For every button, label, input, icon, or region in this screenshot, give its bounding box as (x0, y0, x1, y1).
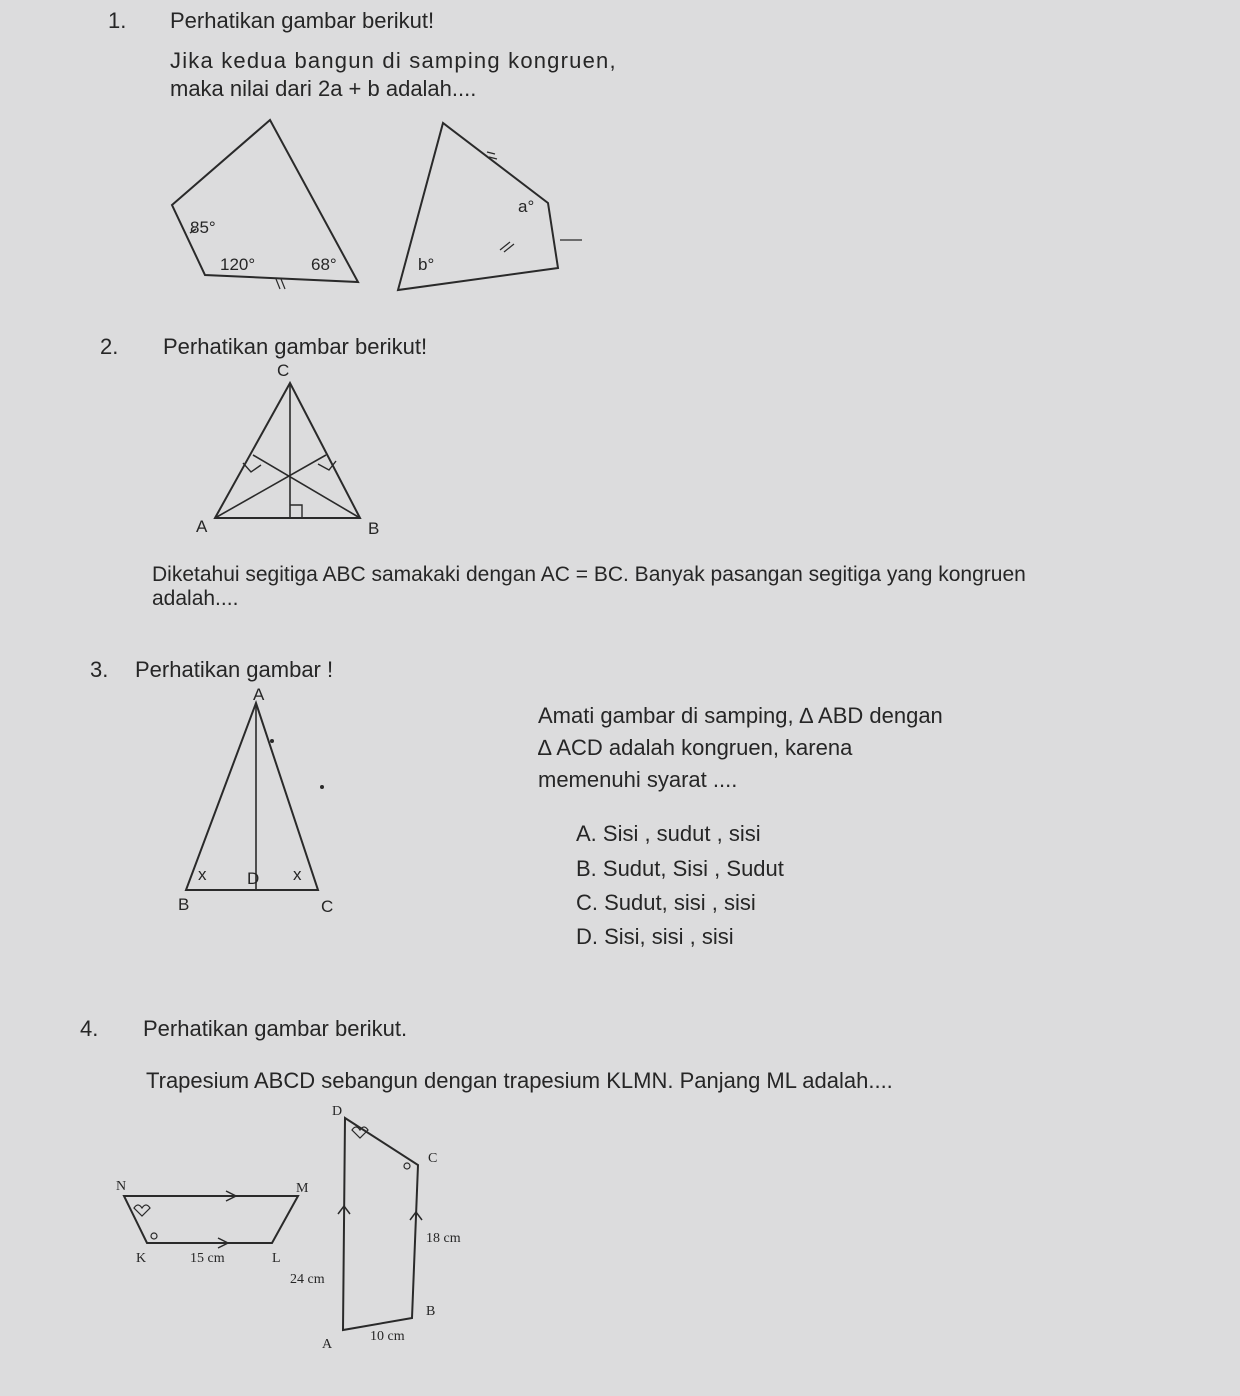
q4-line1: Trapesium ABCD sebangun dengan trapesium KLMN. Panjang ML adalah.... (146, 1068, 893, 1093)
q2-line1: Diketahui segitiga ABC samakaki dengan AC = BC. Banyak pasangan segitiga yang kongruen (152, 563, 1026, 586)
q3-vertex-b: B (178, 895, 190, 914)
q2-number: 2. (100, 334, 119, 359)
q4-length-bc: 18 cm (426, 1231, 461, 1246)
q3-option-d: D. Sisi, sisi , sisi (576, 924, 734, 949)
q4-trapezium-abcd (343, 1118, 418, 1330)
q2-title: Perhatikan gambar berikut! (163, 334, 428, 359)
q2-vertex-b: B (368, 519, 380, 538)
q4-vertex-c: C (428, 1151, 438, 1166)
q4-vertex-m: M (296, 1181, 309, 1196)
q3-option-b: B. Sudut, Sisi , Sudut (576, 856, 784, 881)
q3-stem-line2: ∆ ACD adalah kongruen, karena (538, 735, 853, 760)
q3-mark-x-right: x (293, 865, 302, 884)
q4-number: 4. (80, 1016, 99, 1041)
q4-length-ad: 24 cm (290, 1272, 325, 1287)
q4-title: Perhatikan gambar berikut. (143, 1016, 408, 1041)
q4-vertex-b: B (426, 1304, 436, 1319)
q1-angle-68: 68° (311, 255, 337, 274)
q4-vertex-k: K (136, 1251, 147, 1266)
q4-vertex-d: D (332, 1104, 343, 1119)
q2-vertex-c: C (277, 361, 290, 380)
q1-angle-b: b° (418, 255, 435, 274)
q1-angle-120: 120° (220, 255, 256, 274)
q2-line2: adalah.... (152, 587, 239, 610)
q3-stem-line3: memenuhi syarat .... (538, 767, 738, 792)
q1-number: 1. (108, 8, 127, 33)
q4-vertex-a: A (322, 1337, 333, 1352)
q3-mark-x-left: x (198, 865, 207, 884)
q3-stem-line1: Amati gambar di samping, ∆ ABD dengan (538, 703, 943, 728)
q3-vertex-d: D (247, 869, 260, 888)
q1-title: Perhatikan gambar berikut! (170, 8, 435, 33)
q1-line1: Jika kedua bangun di samping kongruen, (170, 48, 617, 73)
q4-vertex-n: N (116, 1179, 127, 1194)
q4-length-ab: 10 cm (370, 1329, 405, 1344)
q2-vertex-a: A (196, 517, 208, 536)
q4-trapezium-klmn (124, 1196, 298, 1243)
q3-number: 3. (90, 657, 109, 682)
q1-line2: maka nilai dari 2a + b adalah.... (170, 76, 477, 101)
q3-vertex-a: A (253, 685, 265, 704)
q3-vertex-c: C (321, 897, 334, 916)
q3-option-c: C. Sudut, sisi , sisi (576, 890, 756, 915)
q4-vertex-l: L (272, 1251, 281, 1266)
q1-angle-85: 85° (190, 218, 216, 237)
q4-length-kl: 15 cm (190, 1251, 225, 1266)
q3-option-a: A. Sisi , sudut , sisi (576, 821, 761, 846)
q3-title: Perhatikan gambar ! (135, 657, 334, 682)
q1-angle-a: a° (518, 197, 535, 216)
